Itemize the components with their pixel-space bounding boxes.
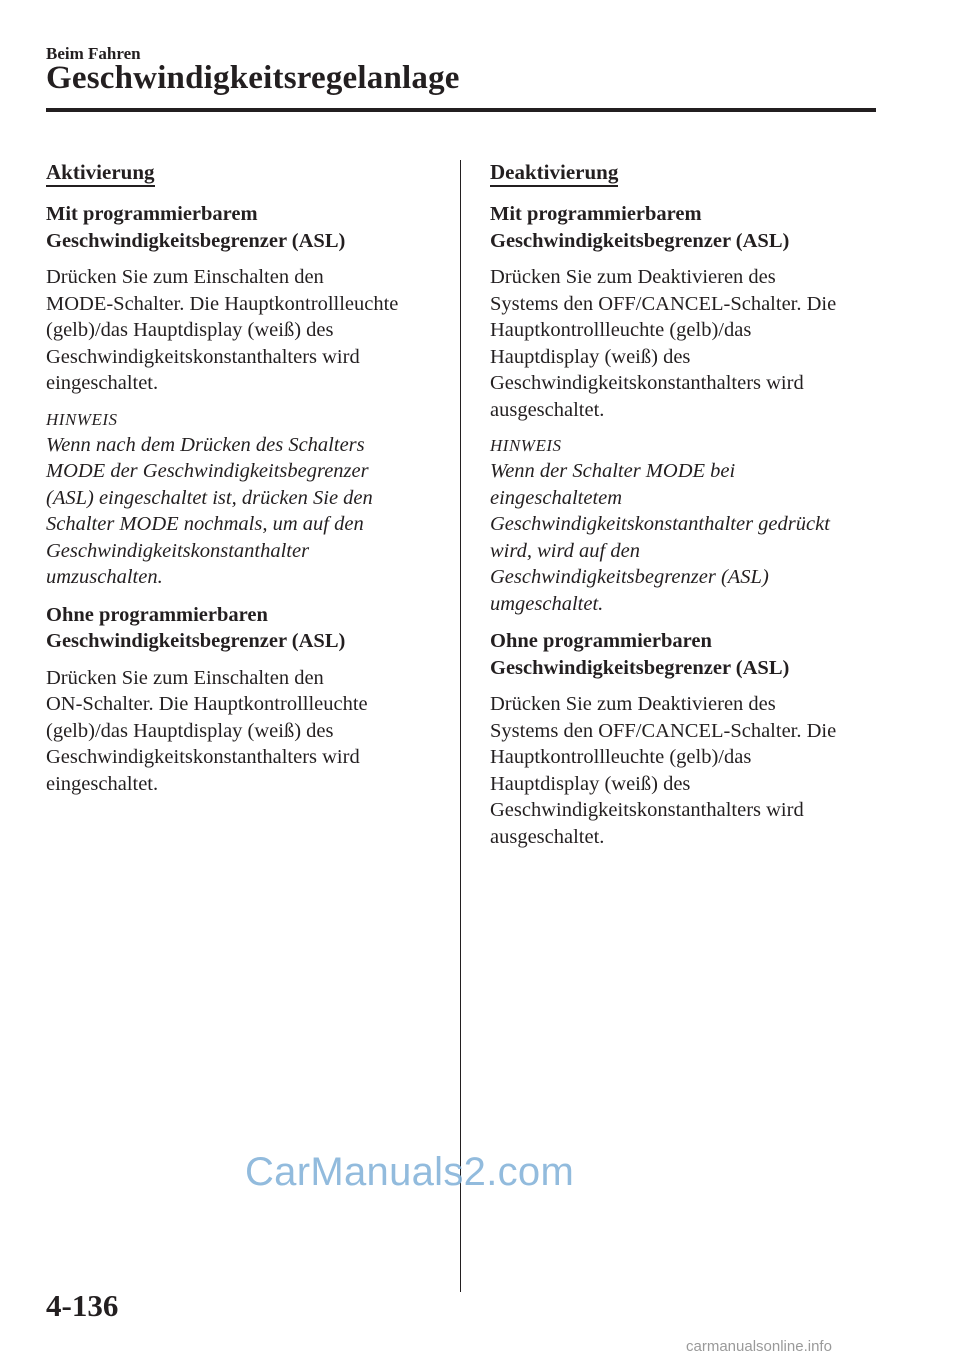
column-divider bbox=[460, 160, 461, 1292]
text-line: Drücken Sie zum Einschalten den bbox=[46, 266, 324, 288]
left-note-text bbox=[46, 432, 446, 591]
right-note-text bbox=[490, 458, 890, 617]
text-line: eingeschaltet. bbox=[46, 372, 159, 394]
deactivation-heading: Deaktivierung bbox=[490, 160, 618, 187]
text-line: ausgeschaltet. bbox=[490, 825, 605, 848]
right-no-asl-heading bbox=[490, 628, 890, 681]
text-line: (gelb)/das Hauptdisplay (weiß) des bbox=[46, 719, 334, 742]
text-line: Hauptdisplay (weiß) des bbox=[490, 772, 691, 795]
text-line: Ohne programmierbaren bbox=[46, 603, 268, 626]
right-column bbox=[490, 160, 890, 861]
text-line: MODE-Schalter. Die Hauptkontrollleuchte bbox=[46, 292, 399, 315]
text-line: Mit programmierbarem bbox=[46, 203, 258, 225]
chapter-label: Beim Fahren bbox=[46, 44, 141, 63]
text-line: Geschwindigkeitskonstanthalter bbox=[46, 539, 310, 562]
right-asl-heading bbox=[490, 201, 890, 254]
text-line: Hauptkontrollleuchte (gelb)/das bbox=[490, 319, 752, 341]
left-asl-heading bbox=[46, 201, 446, 254]
text-line: Hauptdisplay (weiß) des bbox=[490, 345, 691, 368]
text-line: Geschwindigkeitsbegrenzer (ASL) bbox=[46, 630, 346, 652]
title-rule bbox=[46, 108, 876, 112]
left-no-asl-text bbox=[46, 665, 446, 798]
activation-heading: Aktivierung bbox=[46, 160, 155, 187]
text-line: Geschwindigkeitskonstanthalter gedrückt bbox=[490, 513, 830, 535]
text-line: Geschwindigkeitskonstanthalters wird bbox=[490, 372, 804, 394]
page-title: Geschwindigkeitsregelanlage bbox=[46, 60, 460, 96]
text-line: Systems den OFF/CANCEL-Schalter. Die bbox=[490, 719, 837, 742]
page-number: 4-136 bbox=[46, 1288, 119, 1323]
text-line: umzuschalten. bbox=[46, 566, 163, 588]
text-line: eingeschaltetem bbox=[490, 486, 623, 509]
text-line: Hauptkontrollleuchte (gelb)/das bbox=[490, 746, 752, 768]
watermark-logo[interactable]: CarManuals2.com bbox=[245, 1150, 575, 1194]
text-line: Geschwindigkeitskonstanthalters wird bbox=[46, 345, 360, 368]
left-asl-text bbox=[46, 264, 446, 397]
text-line: Mit programmierbarem bbox=[490, 203, 702, 225]
text-line: Geschwindigkeitskonstanthalters wird bbox=[46, 746, 360, 768]
text-line: Wenn nach dem Drücken des Schalters bbox=[46, 433, 365, 456]
left-column bbox=[46, 160, 446, 808]
text-line: Geschwindigkeitsbegrenzer (ASL) bbox=[46, 229, 346, 252]
text-line: Geschwindigkeitsbegrenzer (ASL) bbox=[490, 656, 790, 679]
text-line: Systems den OFF/CANCEL-Schalter. Die bbox=[490, 292, 837, 315]
text-line: umgeschaltet. bbox=[490, 592, 604, 615]
text-line: ON-Schalter. Die Hauptkontrollleuchte bbox=[46, 693, 368, 715]
footer-url[interactable]: carmanualsonline.info bbox=[686, 1338, 832, 1355]
text-line: Drücken Sie zum Einschalten den bbox=[46, 666, 324, 689]
text-line: Drücken Sie zum Deaktivieren des bbox=[490, 693, 776, 715]
text-line: Wenn der Schalter MODE bei bbox=[490, 460, 736, 482]
text-line: Geschwindigkeitskonstanthalters wird bbox=[490, 799, 804, 821]
text-line: ausgeschaltet. bbox=[490, 398, 605, 421]
text-line: Drücken Sie zum Deaktivieren des bbox=[490, 266, 776, 288]
text-line: Geschwindigkeitsbegrenzer (ASL) bbox=[490, 566, 769, 588]
text-line: (gelb)/das Hauptdisplay (weiß) des bbox=[46, 319, 334, 341]
text-line: eingeschaltet. bbox=[46, 772, 159, 795]
right-asl-text bbox=[490, 264, 890, 423]
text-line: Schalter MODE nochmals, um auf den bbox=[46, 513, 364, 535]
text-line: Ohne programmierbaren bbox=[490, 630, 712, 652]
left-no-asl-heading bbox=[46, 602, 446, 655]
right-note-label: HINWEIS bbox=[490, 436, 562, 455]
text-line: (ASL) eingeschaltet ist, drücken Sie den bbox=[46, 486, 373, 509]
text-line: MODE der Geschwindigkeitsbegrenzer bbox=[46, 460, 369, 482]
text-line: wird, wird auf den bbox=[490, 539, 640, 562]
left-note-label: HINWEIS bbox=[46, 409, 118, 429]
right-no-asl-text bbox=[490, 691, 890, 850]
text-line: Geschwindigkeitsbegrenzer (ASL) bbox=[490, 229, 790, 252]
